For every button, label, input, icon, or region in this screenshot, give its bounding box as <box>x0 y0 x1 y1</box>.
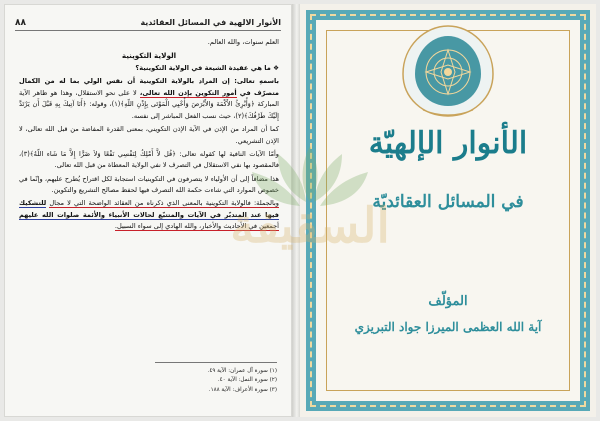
page-header <box>15 15 281 31</box>
answer-5-line-2: للتشكيك فيها عند المتدبّر في الآيات والمتتبّع لحالات الأنبياء والأئمة صلوات الله عليهم <box>19 199 279 219</box>
question: ❖ ما هي عقيدة الشيعة في الولاية التكوينية؟ <box>135 64 279 73</box>
ornament-medallion <box>393 22 503 122</box>
footnote-2: (٢) سورة النمل: الآية ٤٠. <box>217 377 277 384</box>
footnote-divider <box>155 362 277 363</box>
watermark-text: السقيفة <box>230 198 390 254</box>
author-name: آية الله العظمى الميرزا جواد التبريزي <box>354 320 542 334</box>
book-cover <box>300 4 596 417</box>
opening-line: العلم سنوات، والله العالم. <box>207 38 279 46</box>
answer-paragraph-5 <box>19 198 279 233</box>
running-title: الأنوار الالهية في المسائل العقائدية <box>140 18 281 27</box>
page-number: ٨٨ <box>15 17 26 28</box>
section-heading: الولاية التكوينية <box>121 51 177 61</box>
answer-paragraph-2: كما أن المراد من الإذن في الآية الإذن التكويني، بمعنى القدرة المفاضة من قبل الله تعالى، لا الإذن التشريعي. <box>19 125 279 145</box>
answer-5-line-1: وبالجملة: فالولاية التكوينية بالمعنى الذي ذكرناه من العقائد الواضحة التي لا مجال <box>49 199 279 208</box>
footnote-1: (١) سورة آل عمران: الآية ٤٩. <box>207 368 277 374</box>
underlined-phrase: أمور التكوين بإذن الله تعالى، <box>139 88 237 97</box>
answer-1-rest: لا على نحو الاستقلال، وهذا هو ظاهر الآية المباركة ﴿وَأُبْرِئُ الأَكْمَهَ وَالأَبْرَصَ وَأُحْيِي الْمَوْتَى بِإِذْنِ اللّهِ﴾(١)، وقوله: ﴿أَنَا آتِيكَ بِهِ قَبْلَ أَن يَرْتَدَّ إِلَيْكَ طَرْفُكَ﴾(٢)، حيث نسب الفعل المباشر إلى نفسه. <box>19 88 279 121</box>
cover-subtitle: في المسائل العقائديّة <box>372 192 524 212</box>
answer-1-intro: باسمهِ تعالى: إن المراد بالولاية التكوينية أن نفس الولي بما له من الكمال متصرّف في <box>19 77 279 97</box>
answer-paragraph-1 <box>19 76 279 122</box>
cover-title: الأنوار الإلهيّة <box>368 126 528 161</box>
author-label: المؤلّف <box>428 294 468 309</box>
body-text <box>19 37 279 235</box>
footnotes <box>19 367 277 395</box>
answer-5-line-3: أجمعين في الأحاديث والأخبار، والله الهادي إلى سواء السبيل. <box>114 222 279 231</box>
answer-paragraph-4: هذا مضافاً إلى أن الأولياء لا يتصرفون في التكوينيات استجابة لكل اقتراح يُطرح عليهم، وإنّما في خصوص الموارد التي شاءت حكمة الله التصرف فيها لحفظ مصالح التشريع والتكوين. <box>19 174 279 195</box>
footnote-3: (٣) سورة الأعراف: الآية ١٨٨. <box>208 386 277 393</box>
book-spine <box>292 4 300 417</box>
text-page <box>4 4 292 417</box>
answer-paragraph-3: وأمّا الآيات النافية لها كقوله تعالى: ﴿قُل لاَّ أَمْلِكُ لِنَفْسِي نَفْعًا وَلاَ ضَرًّا إِلاَّ مَا شَاء اللّهُ﴾(٣)، فالمقصود بها نفي الاستقلال في التصرف لا نفي الولاية المعطاة من قبل الله تعالى. <box>19 149 279 170</box>
